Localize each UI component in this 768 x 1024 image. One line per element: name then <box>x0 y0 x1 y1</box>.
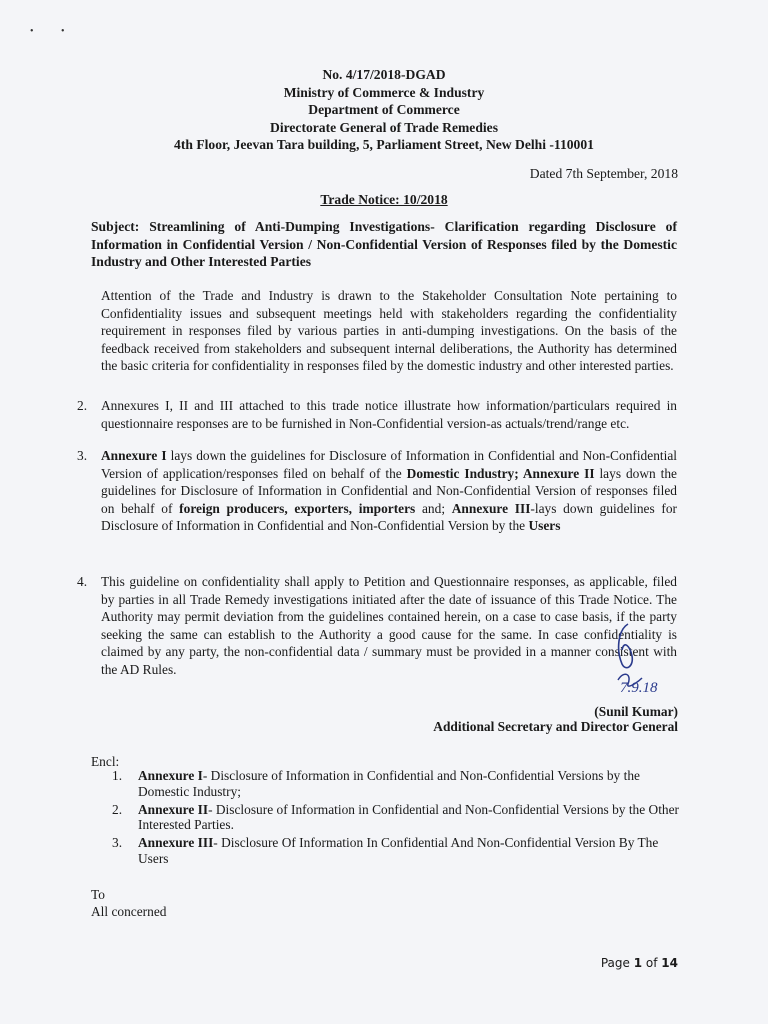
enclosure-item <box>112 768 682 800</box>
paragraph-2-number: 2. <box>77 398 88 413</box>
annexure-3-ref: Annexure III <box>451 500 531 516</box>
paragraph-3-number: 3. <box>77 448 88 463</box>
paragraph-1: Attention of the Trade and Industry is drawn to the Stakeholder Consultation Note pertaining to Confidentiality issues and subsequent meetings held with stakeholders regarding the confidentiality requirement in responses filed by various parties in anti-dumping investigations. On the basis of the feedback received from stakeholders and subsequent internal deliberations, the Authority has determined the basic criteria for confidentiality in responses filed by the domestic industry and other interested parties. <box>101 288 677 373</box>
notice-title: Trade Notice: 10/2018 <box>320 192 448 207</box>
paragraph-2: Annexures I, II and III attached to this trade notice illustrate how information/particulars required in questionnaire responses are to be furnished in Non-Confidential version-as actuals/trend/range etc. <box>101 398 677 431</box>
enclosure-desc: - Disclosure of Information in Confidential and Non-Confidential Versions by the Domestic Industry; <box>138 768 640 799</box>
current-page: 1 <box>633 956 643 970</box>
addressee: All concerned <box>91 904 167 919</box>
handwritten-signature <box>598 620 678 710</box>
enclosure-desc: - Disclosure Of Information In Confidential And Non-Confidential Version By The Users <box>138 835 659 866</box>
enclosure-number: 3. <box>112 835 123 851</box>
para3-text-4: -lays down guidelines for Disclosure of Information in Confidential and Non-Confidential Version by the <box>101 500 678 533</box>
enclosure-number: 2. <box>112 801 123 817</box>
signatory-title: Additional Secretary and Director General <box>433 719 678 734</box>
enclosure-item <box>112 835 682 867</box>
enclosure-title: Annexure III <box>138 835 214 851</box>
of-word: of <box>642 956 662 970</box>
para3-text-3: and; <box>415 500 452 516</box>
enclosure-title: Annexure II <box>138 801 209 817</box>
ministry-name: Ministry of Commerce & Industry <box>283 84 485 100</box>
annexure-1-ref: Annexure I <box>101 448 167 463</box>
total-pages: 14 <box>661 956 678 970</box>
paragraph-3 <box>101 447 677 535</box>
page-word: Page <box>600 956 634 970</box>
scan-specks: • • <box>30 26 65 37</box>
signature-date: 7.9.18 <box>620 680 658 696</box>
enclosure-text <box>138 768 682 800</box>
users-ref: Users <box>528 518 561 533</box>
enclosure-item <box>112 802 682 834</box>
signatory-name: (Sunil Kumar) <box>594 704 678 719</box>
domestic-industry-ref: Domestic Industry; Annexure II <box>406 465 595 481</box>
enclosure-title: Annexure I <box>138 768 203 783</box>
paragraph-4: This guideline on confidentiality shall apply to Petition and Questionnaire responses, as applicable, filed by parties in all Trade Remedy investigations initiated after the date of issuance of this Trade Notice. The Authority may permit deviation from the guidelines contained herein, on a case to case basis, if the party seeking the same can establish to the Authority a good cause for the same. In case confidentiality is claimed by any party, the non-confidential data / summary must be provided in a manner consistent with the AD Rules. <box>101 574 677 677</box>
para3-text-2: lays down the guidelines for Disclosure of Information in Confidential and Non-Confidential Version of responses filed on behalf of <box>101 465 677 516</box>
office-address: 4th Floor, Jeevan Tara building, 5, Parliament Street, New Delhi -110001 <box>174 137 594 153</box>
enclosures-label: Encl: <box>91 754 120 769</box>
letterhead <box>0 66 768 154</box>
date-line: Dated 7th September, 2018 <box>529 166 678 181</box>
enclosure-desc: - Disclosure of Information in Confidential and Non-Confidential Versions by the Other Interested Parties. <box>138 801 680 833</box>
paragraph-4-number: 4. <box>77 574 88 589</box>
foreign-parties-ref: foreign producers, exporters, importers <box>179 500 416 516</box>
enclosure-number: 1. <box>112 768 123 783</box>
para3-text-1: lays down the guidelines for Disclosure of Information in Confidential and Non-Confidential Version of application/responses filed on behalf of the <box>101 448 678 481</box>
department-name: Department of Commerce <box>308 102 460 118</box>
page-number <box>601 956 678 970</box>
enclosures-list <box>112 768 682 869</box>
subject-line: Subject: Streamlining of Anti-Dumping Investigations- Clarification regarding Disclosure of Information in Confidential Version / Non-Confidential Version of Responses filed by the Domestic Industry and Other Interested Parties <box>91 219 677 269</box>
directorate-name: Directorate General of Trade Remedies <box>270 119 498 135</box>
enclosure-text <box>138 835 682 867</box>
file-number: No. 4/17/2018-DGAD <box>322 67 446 82</box>
to-label: To <box>91 887 105 902</box>
addressee-block <box>91 886 166 920</box>
enclosure-text <box>138 802 682 834</box>
